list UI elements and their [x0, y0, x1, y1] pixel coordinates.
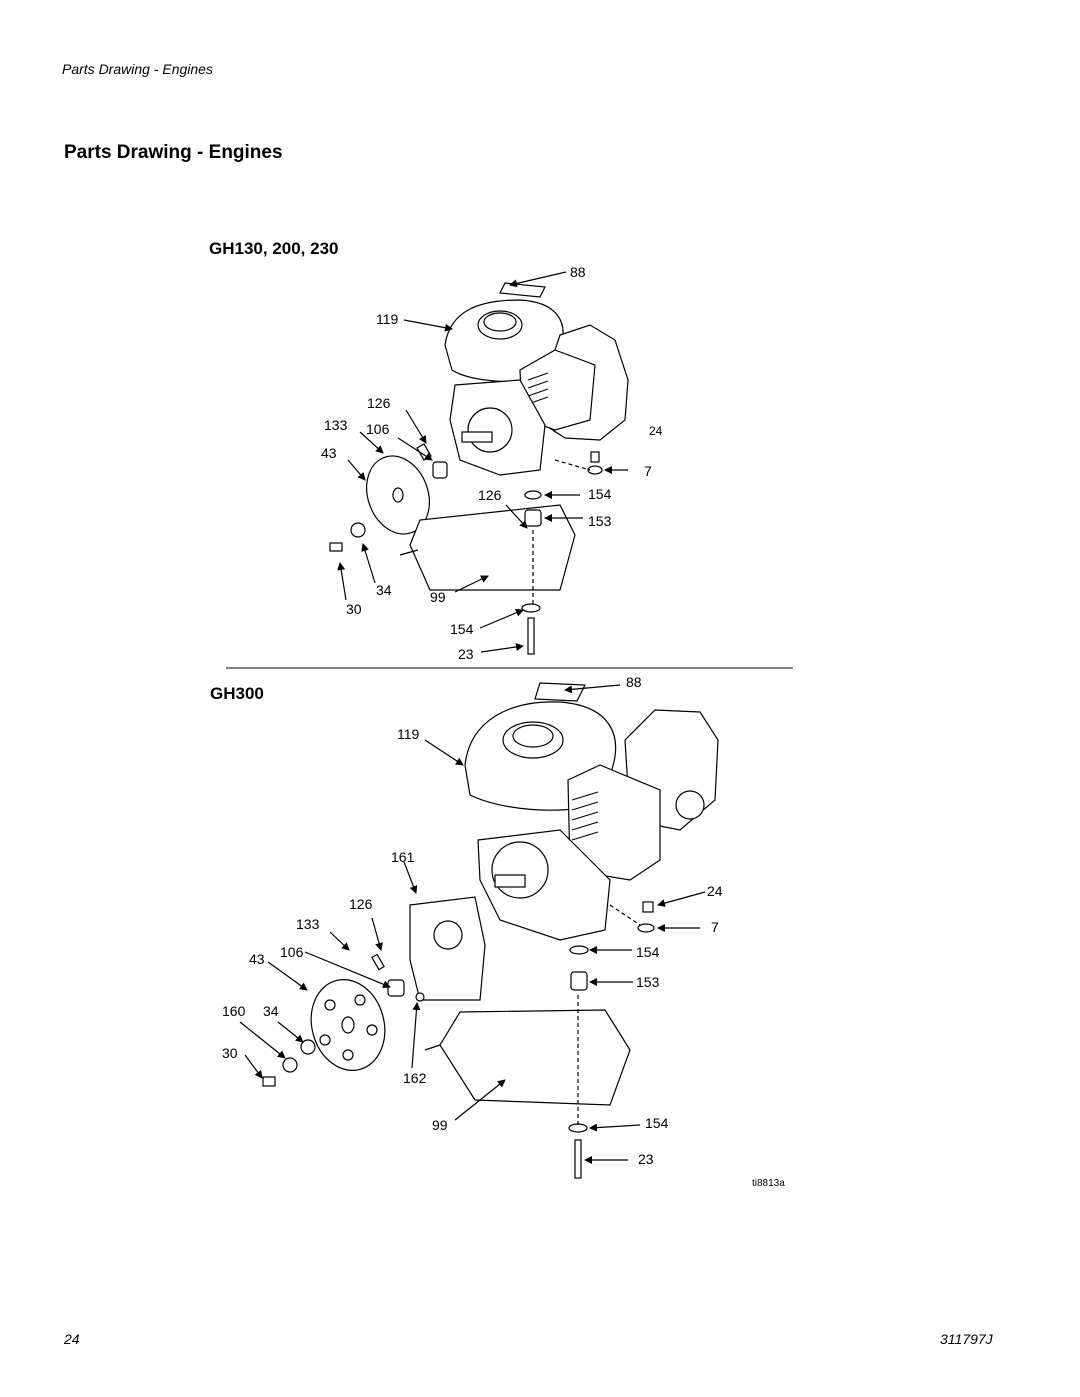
callout-43: 43: [249, 951, 265, 967]
callout-154: 154: [636, 944, 660, 960]
callout-99: 99: [432, 1117, 448, 1133]
callout-30: 30: [346, 601, 362, 617]
callout-106: 106: [280, 944, 304, 960]
callout-88: 88: [626, 674, 642, 690]
callout-23: 23: [638, 1151, 654, 1167]
callout-133: 133: [324, 417, 348, 433]
callout-34: 34: [263, 1003, 279, 1019]
running-header: Parts Drawing - Engines: [62, 61, 213, 77]
page-number: 24: [64, 1331, 80, 1347]
engine-illustration-gh130: [330, 283, 628, 654]
callout-160: 160: [222, 1003, 246, 1019]
callout-119: 119: [376, 311, 399, 327]
callout-88: 88: [570, 264, 586, 280]
section-title-gh130: GH130, 200, 230: [209, 239, 339, 258]
callout-126: 126: [367, 395, 391, 411]
engine-illustration-gh300: [263, 683, 718, 1178]
section-title-gh300: GH300: [210, 684, 264, 703]
callout-154: 154: [450, 621, 474, 637]
callout-106: 106: [366, 421, 390, 437]
page-title: Parts Drawing - Engines: [64, 142, 283, 163]
callout-34: 34: [376, 582, 392, 598]
callout-161: 161: [391, 849, 415, 865]
document-number: 311797J: [940, 1331, 993, 1347]
callout-126: 126: [349, 896, 373, 912]
callout-133: 133: [296, 916, 320, 932]
callout-99: 99: [430, 589, 446, 605]
callout-7: 7: [711, 919, 719, 935]
callout-23: 23: [458, 646, 474, 662]
callout-162: 162: [403, 1070, 427, 1086]
callout-24: 24: [649, 424, 663, 438]
callout-43: 43: [321, 445, 337, 461]
callout-153: 153: [588, 513, 612, 529]
callout-154: 154: [588, 486, 612, 502]
callout-119: 119: [397, 726, 420, 742]
callout-7: 7: [644, 463, 652, 479]
callout-24: 24: [707, 883, 723, 899]
callout-154: 154: [645, 1115, 669, 1131]
callout-153: 153: [636, 974, 660, 990]
callout-126: 126: [478, 487, 502, 503]
callout-30: 30: [222, 1045, 238, 1061]
figure-id: ti8813a: [752, 1178, 785, 1189]
